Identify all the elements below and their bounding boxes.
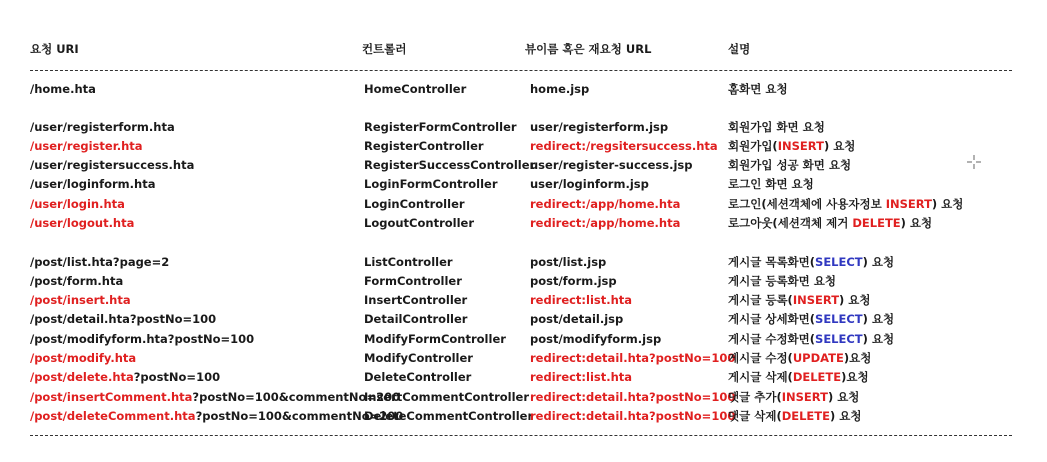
text-segment: /user/loginform.hta <box>30 177 156 191</box>
cell-view <box>530 175 649 193</box>
cell-desc <box>728 388 859 406</box>
table-row <box>0 253 1047 271</box>
cell-view <box>530 368 632 386</box>
cell-uri <box>30 330 254 348</box>
cell-uri <box>30 407 403 425</box>
text-segment: /post/detail.hta?postNo=100 <box>30 312 217 326</box>
cell-view <box>530 291 632 309</box>
cell-view <box>530 253 606 271</box>
cell-controller: InsertCommentController <box>364 390 530 404</box>
table-row <box>0 310 1047 328</box>
text-segment: ) 요청 <box>839 293 871 307</box>
cell-controller: RegisterFormController <box>364 120 517 134</box>
cell-desc <box>728 253 894 271</box>
cell-controller: InsertController <box>364 293 468 307</box>
text-segment: /user/register.hta <box>30 139 143 153</box>
text-segment: 게시글 삭제( <box>728 370 793 384</box>
cell-controller: LoginController <box>364 197 465 211</box>
cell-desc <box>728 214 932 232</box>
text-segment: 게시글 수정화면( <box>728 332 816 346</box>
cell-uri <box>30 195 125 213</box>
cell-desc <box>728 330 894 348</box>
text-segment: 로그인 화면 요청 <box>728 177 814 191</box>
cell-view <box>530 118 668 136</box>
table-row <box>0 330 1047 348</box>
text-segment: post/list.jsp <box>530 255 607 269</box>
text-segment: ?postNo=100&commentNo=200 <box>195 409 404 423</box>
text-segment: ) 요청 <box>862 312 895 326</box>
cell-uri <box>30 272 123 290</box>
text-segment: 회원가입 화면 요청 <box>728 120 825 134</box>
text-segment: INSERT <box>792 293 840 307</box>
text-segment: /post/insertComment.hta <box>30 390 193 404</box>
text-segment: 게시글 수정( <box>728 351 793 365</box>
text-segment: 게시글 등록화면 요청 <box>728 274 836 288</box>
text-segment: /user/logout.hta <box>30 216 135 230</box>
text-segment: 댓글 삭제( <box>728 409 782 423</box>
text-segment: )요청 <box>841 370 869 384</box>
text-segment: 게시글 등록( <box>728 293 793 307</box>
text-segment: /post/form.hta <box>30 274 124 288</box>
text-segment: 게시글 목록화면( <box>728 255 816 269</box>
text-segment: redirect:/app/home.hta <box>530 197 681 211</box>
cell-uri <box>30 310 216 328</box>
cell-controller: DeleteCommentController <box>364 409 534 423</box>
cell-uri <box>30 137 143 155</box>
text-segment: ) 요청 <box>900 216 933 230</box>
text-segment: post/form.jsp <box>530 274 617 288</box>
text-segment: home.jsp <box>530 82 590 96</box>
cell-controller: DeleteController <box>364 370 472 384</box>
text-segment: /post/modifyform.hta?postNo=100 <box>30 332 255 346</box>
text-segment: /post/modify.hta <box>30 351 137 365</box>
text-segment: INSERT <box>777 139 824 153</box>
cell-view <box>530 80 589 98</box>
cell-view <box>530 330 661 348</box>
text-segment: redirect:list.hta <box>530 370 633 384</box>
cell-desc <box>728 156 851 174</box>
table-row <box>0 214 1047 232</box>
text-segment: /post/deleteComment.hta <box>30 409 196 423</box>
header-controller: 컨트롤러 <box>362 42 407 56</box>
text-segment: SELECT <box>815 255 863 269</box>
text-segment: /user/registerform.hta <box>30 120 175 134</box>
cell-uri <box>30 214 134 232</box>
cell-desc <box>728 118 825 136</box>
text-segment: 회원가입( <box>728 139 778 153</box>
text-segment: /user/registersuccess.hta <box>30 158 195 172</box>
cell-desc <box>728 80 788 98</box>
text-segment: ) 요청 <box>862 332 895 346</box>
bottom-divider <box>30 435 1012 436</box>
cell-uri <box>30 368 220 386</box>
cell-view <box>530 156 692 174</box>
cell-controller: LogoutController <box>364 216 474 230</box>
text-segment: user/register-success.jsp <box>530 158 693 172</box>
text-segment: redirect:detail.hta?postNo=100 <box>530 351 736 365</box>
text-segment: ) 요청 <box>823 139 856 153</box>
cell-desc <box>728 137 855 155</box>
text-segment: post/modifyform.jsp <box>530 332 662 346</box>
cell-desc <box>728 272 836 290</box>
text-segment: DELETE <box>852 216 901 230</box>
cell-view <box>530 388 735 406</box>
cell-controller: ListController <box>364 255 453 269</box>
cell-view <box>530 349 735 367</box>
text-segment: SELECT <box>815 332 863 346</box>
cell-uri <box>30 118 175 136</box>
cell-desc <box>728 175 814 193</box>
table-row <box>0 388 1047 406</box>
cell-controller: RegisterSuccessController <box>364 158 536 172</box>
text-segment: ?postNo=100 <box>133 370 221 384</box>
text-segment: 로그아웃(세션객체 제거 <box>728 216 853 230</box>
cell-desc <box>728 310 894 328</box>
cell-uri <box>30 156 194 174</box>
cell-desc <box>728 349 871 367</box>
text-segment: /post/insert.hta <box>30 293 131 307</box>
text-segment: UPDATE <box>792 351 844 365</box>
text-segment: /user/login.hta <box>30 197 125 211</box>
cell-desc <box>728 195 963 213</box>
text-segment: redirect:/app/home.hta <box>530 216 681 230</box>
cell-desc <box>728 368 869 386</box>
cell-view <box>530 214 680 232</box>
text-segment: redirect:/regsitersuccess.hta <box>530 139 718 153</box>
cell-uri <box>30 388 400 406</box>
table-row <box>0 349 1047 367</box>
text-segment: ) 요청 <box>830 409 862 423</box>
text-segment: 회원가입 성공 화면 요청 <box>728 158 852 172</box>
cell-controller: ModifyController <box>364 351 473 365</box>
cell-view <box>530 272 617 290</box>
text-segment: INSERT <box>885 197 932 211</box>
cell-view <box>530 310 623 328</box>
text-segment: ) 요청 <box>827 390 860 404</box>
cell-uri <box>30 175 155 193</box>
cell-controller: RegisterController <box>364 139 484 153</box>
header-uri: 요청 URI <box>30 42 79 56</box>
header-desc: 설명 <box>728 42 751 56</box>
cell-view <box>530 195 680 213</box>
table-row <box>0 80 1047 98</box>
cell-uri <box>30 80 96 98</box>
cell-desc <box>728 291 871 309</box>
cell-controller: DetailController <box>364 312 468 326</box>
table-row <box>0 118 1047 136</box>
table-row <box>0 291 1047 309</box>
cell-controller: LoginFormController <box>364 177 498 191</box>
table-row <box>0 137 1047 155</box>
text-segment: )요청 <box>843 351 872 365</box>
cell-view <box>530 137 718 155</box>
cell-uri <box>30 349 136 367</box>
table-row <box>0 368 1047 386</box>
cell-view <box>530 407 735 425</box>
text-segment: redirect:detail.hta?postNo=100 <box>530 390 736 404</box>
table-row <box>0 156 1047 174</box>
text-segment: DELETE <box>781 409 830 423</box>
text-segment: /home.hta <box>30 82 96 96</box>
text-segment: 로그인(세션객체에 사용자정보 <box>728 197 886 211</box>
text-segment: 댓글 추가( <box>728 390 782 404</box>
cell-uri <box>30 291 131 309</box>
text-segment: redirect:detail.hta?postNo=100 <box>530 409 736 423</box>
text-segment: ) 요청 <box>931 197 964 211</box>
table-row <box>0 272 1047 290</box>
text-segment: post/detail.jsp <box>530 312 624 326</box>
cell-controller: FormController <box>364 274 462 288</box>
text-segment: INSERT <box>781 390 828 404</box>
text-segment: DELETE <box>792 370 842 384</box>
text-segment: 홈화면 요청 <box>728 82 788 96</box>
text-segment: ?postNo=100&commentNo=200 <box>192 390 401 404</box>
header-row <box>0 40 1047 58</box>
cell-desc <box>728 407 861 425</box>
header-view: 뷰이름 혹은 재요청 URL <box>525 42 652 56</box>
table-row <box>0 407 1047 425</box>
text-segment: /post/list.hta?page=2 <box>30 255 170 269</box>
text-segment: ) 요청 <box>862 255 895 269</box>
text-segment: user/loginform.jsp <box>530 177 649 191</box>
cell-uri <box>30 253 169 271</box>
table-row <box>0 195 1047 213</box>
text-segment: SELECT <box>815 312 863 326</box>
text-segment: /post/delete.hta <box>30 370 134 384</box>
text-segment: user/registerform.jsp <box>530 120 669 134</box>
cell-controller: ModifyFormController <box>364 332 506 346</box>
crosshair-cursor-icon <box>967 155 981 169</box>
table-row <box>0 175 1047 193</box>
cell-controller: HomeController <box>364 82 467 96</box>
top-divider <box>30 70 1012 71</box>
text-segment: redirect:list.hta <box>530 293 633 307</box>
text-segment: 게시글 상세화면( <box>728 312 816 326</box>
